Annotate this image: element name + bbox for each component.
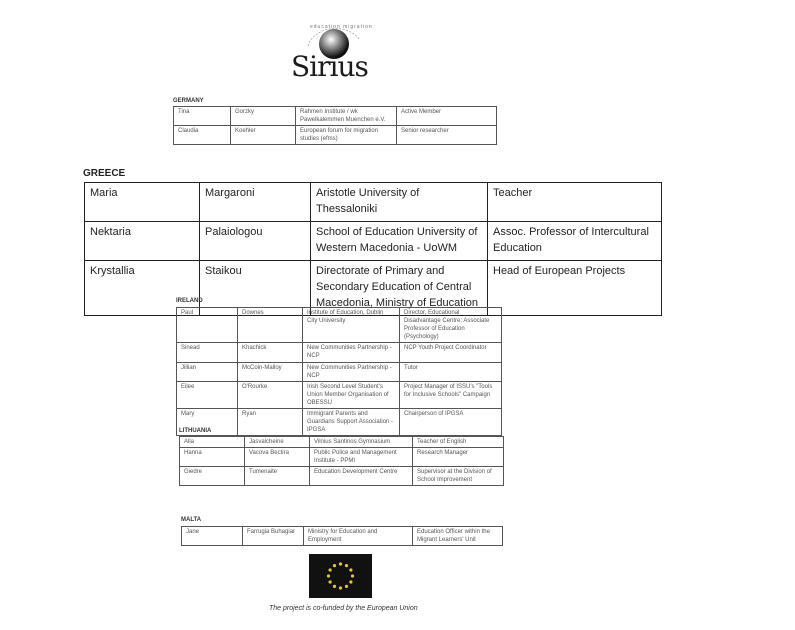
cell-institution: New Communities Partnership - NCP <box>303 362 400 381</box>
malta-table <box>181 526 503 546</box>
table-row <box>177 381 502 408</box>
table-row <box>85 221 662 260</box>
cell-last-name: Ryan <box>238 409 303 436</box>
eu-star <box>345 585 348 588</box>
eu-star <box>327 574 330 577</box>
cell-first-name: Krystallia <box>85 260 200 315</box>
cell-last-name: Vacova Bectira <box>245 448 310 467</box>
cell-institution: Rahmen Institute / wk Pawelkalemmen Muenchen e.V. <box>296 107 397 126</box>
cell-first-name: Jane <box>182 527 243 546</box>
cell-role: Director, Educational Disadvantage Centre; Associate Professor of Education (Psychology) <box>400 308 502 343</box>
eu-star <box>333 564 336 567</box>
eu-star <box>329 568 332 571</box>
eu-star <box>349 568 352 571</box>
eu-star <box>333 585 336 588</box>
cell-last-name: Margaroni <box>200 183 311 222</box>
cell-institution: Education Development Centre <box>310 467 413 486</box>
eu-star <box>345 564 348 567</box>
cell-last-name: Staikou <box>200 260 311 315</box>
table-row <box>177 362 502 381</box>
cell-institution: Institute of Education, Dublin City University <box>303 308 400 343</box>
cell-last-name: Jasvalcheine <box>245 437 310 448</box>
country-title-greece: GREECE <box>83 168 126 179</box>
cell-first-name: Sinead <box>177 343 238 362</box>
eu-star <box>329 580 332 583</box>
table-row <box>180 437 504 448</box>
cell-institution: Ministry for Education and Employment <box>304 527 413 546</box>
country-title-ireland: IRELAND <box>176 298 203 304</box>
eu-star <box>351 574 354 577</box>
cell-role: Tutor <box>400 362 502 381</box>
cell-last-name: Gorzky <box>231 107 296 126</box>
table-row <box>174 107 497 126</box>
cell-institution: Irish Second Level Student's Union Member Organisation of OBESSU <box>303 381 400 408</box>
cell-role: Supervisor at the Division of School Improvement <box>413 467 504 486</box>
cell-last-name: Khachick <box>238 343 303 362</box>
table-row <box>85 183 662 222</box>
logo-arc-text: education migration <box>310 24 373 30</box>
cell-institution: Vilnius Santinos Gymnasium <box>310 437 413 448</box>
country-title-malta: MALTA <box>181 517 202 523</box>
cell-first-name: Jillian <box>177 362 238 381</box>
eu-star <box>339 562 342 565</box>
cell-institution: Public Police and Management Institute - PPMI <box>310 448 413 467</box>
cell-last-name: Farrugia Buhagiar <box>243 527 304 546</box>
cell-role: Research Manager <box>413 448 504 467</box>
cell-role: Chairperson of IPGSA <box>400 409 502 436</box>
eu-star <box>349 580 352 583</box>
funding-caption: The project is co-funded by the European Union <box>269 605 418 612</box>
cell-role: Teacher <box>488 183 662 222</box>
cell-role: Teacher of English <box>413 437 504 448</box>
cell-institution: European forum for migration studies (efms) <box>296 126 397 145</box>
cell-role: Project Manager of ISSU's "Tools for Inclusive Schools" Campaign <box>400 381 502 408</box>
cell-first-name: Paul <box>177 308 238 343</box>
cell-first-name: Claudia <box>174 126 231 145</box>
cell-institution: Directorate of Primary and Secondary Education of Central Macedonia, Ministry of Education <box>311 260 488 315</box>
greece-table <box>84 182 662 316</box>
cell-role: Head of European Projects <box>488 260 662 315</box>
cell-role: Education Officer within the Migrant Learners' Unit <box>413 527 503 546</box>
table-row <box>180 448 504 467</box>
cell-first-name: Eilee <box>177 381 238 408</box>
country-title-lithuania: LITHUANIA <box>179 428 212 434</box>
cell-last-name: Palaiologou <box>200 221 311 260</box>
table-row <box>177 343 502 362</box>
cell-last-name: Downes <box>238 308 303 343</box>
cell-last-name: O'Rourke <box>238 381 303 408</box>
cell-first-name: Mary <box>177 409 238 436</box>
cell-institution: Aristotle University of Thessaloniki <box>311 183 488 222</box>
ireland-table <box>176 307 502 436</box>
cell-role: NCP Youth Project Coordinator <box>400 343 502 362</box>
lithuania-table <box>179 436 504 486</box>
cell-last-name: Tumenaite <box>245 467 310 486</box>
country-title-germany: GERMANY <box>173 98 204 104</box>
table-row <box>182 527 503 546</box>
cell-role: Senior researcher <box>397 126 497 145</box>
cell-institution: School of Education University of Western Macedonia - UoWM <box>311 221 488 260</box>
germany-table <box>173 106 497 145</box>
cell-last-name: McCoin-Malloy <box>238 362 303 381</box>
cell-role: Assoc. Professor of Intercultural Education <box>488 221 662 260</box>
cell-first-name: Alla <box>180 437 245 448</box>
cell-last-name: Koehler <box>231 126 296 145</box>
table-row <box>180 467 504 486</box>
cell-first-name: Tina <box>174 107 231 126</box>
table-row <box>177 409 502 436</box>
cell-first-name: Maria <box>85 183 200 222</box>
cell-first-name: Nektaria <box>85 221 200 260</box>
eu-flag-icon <box>309 554 372 598</box>
logo-wordmark: Sirius <box>291 50 368 83</box>
table-row <box>177 308 502 343</box>
eu-star <box>339 586 342 589</box>
cell-institution: Immigrant Parents and Guardians Support Association - IPGSA <box>303 409 400 436</box>
cell-first-name: Hanna <box>180 448 245 467</box>
cell-first-name: Giedre <box>180 467 245 486</box>
cell-role: Active Member <box>397 107 497 126</box>
table-row <box>174 126 497 145</box>
cell-institution: New Communities Partnership - NCP <box>303 343 400 362</box>
